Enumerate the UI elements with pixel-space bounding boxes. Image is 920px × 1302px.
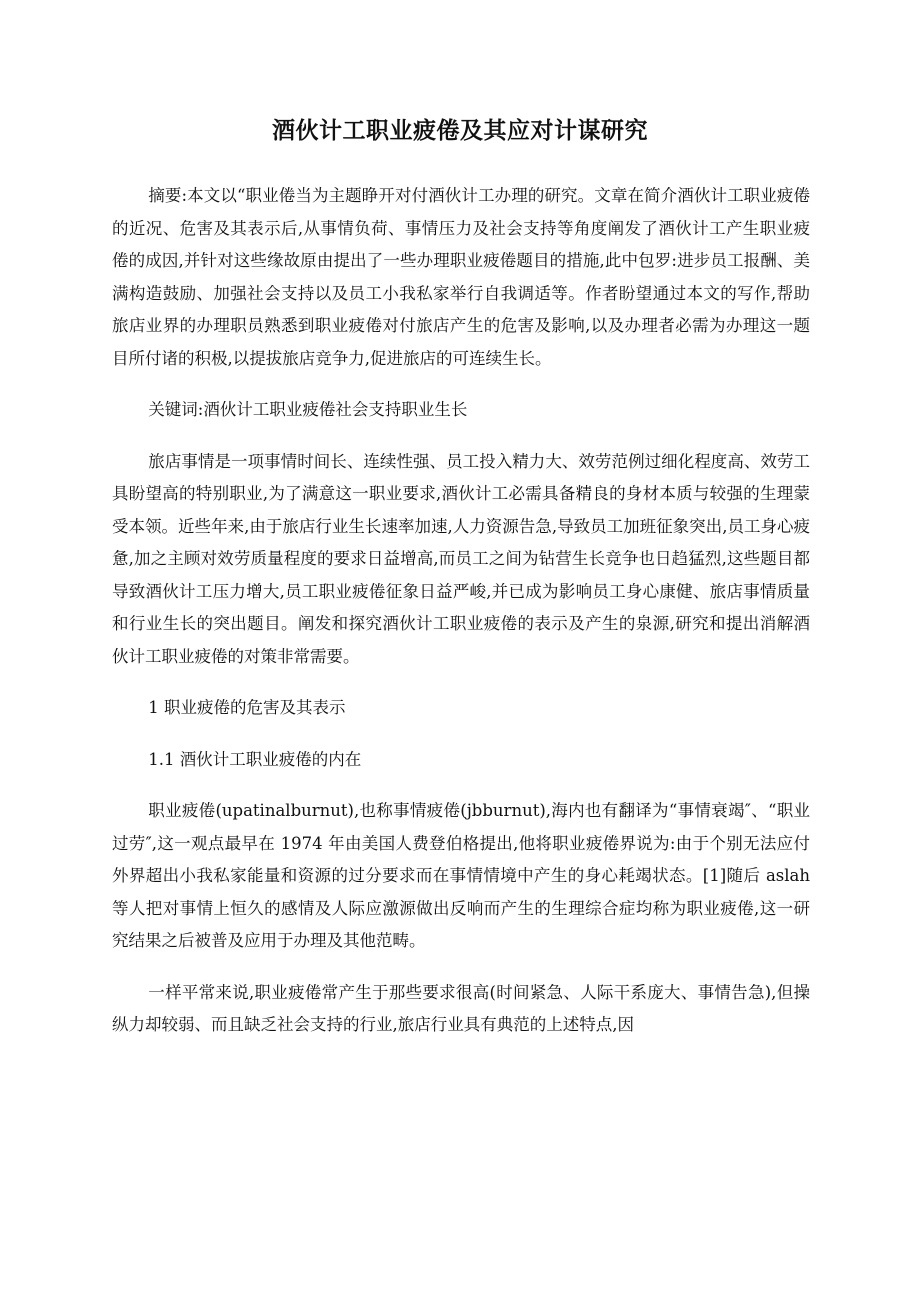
section-heading-1-1: 1.1 酒伙计工职业疲倦的内在 bbox=[148, 749, 362, 769]
abstract-paragraph: 摘要:本文以“职业倦当为主题睁开对付酒伙计工办理的研究。文章在简介酒伙计工职业疲倦的近况、危害及其表示后,从事情负荷、事情压力及社会支持等角度阐发了酒伙计工产生职业疲倦的成因,并针对这些缘故原由提出了一些办理职业疲倦题目的措施,此中包罗:进步员工报酬、美满构造鼓励、加强社会支持以及员工小我私家举行自我调适等。作者盼望通过本文的写作,帮助旅店业界的办理职员熟悉到职业疲倦对付旅店产生的危害及影响,以及办理者必需为办理这一题目所付诸的积极,以提拔旅店竞争力,促进旅店的可连续生长。 bbox=[112, 186, 810, 368]
keywords-paragraph: 关键词:酒伙计工职业疲倦社会支持职业生长 bbox=[148, 400, 468, 419]
general-paragraph: 一样平常来说,职业疲倦常产生于那些要求很高(时间紧急、人际干系庞大、事情告急),但操纵力却较弱、而且缺乏社会支持的行业,旅店行业具有典范的上述特点,因 bbox=[112, 982, 810, 1034]
section-heading-1: 1 职业疲倦的危害及其表示 bbox=[148, 698, 346, 717]
definition-paragraph: 职业疲倦(upatinalburnut),也称事情疲倦(jbburnut),海内也有翻译为“事情衰竭″、“职业过劳″,这一观点最早在 1974 年由美国人费登伯格提出,他将职业疲倦界说为:由于个别无法应付外界超出小我私家能量和资源的过分要求而在事情情境中产生的身心耗竭状态。[1]随后 aslah 等人把对事情上恒久的感情及人际应激源做出反响而产生的生理综合症均称为职业疲倦,这一研究结果之后被普及应用于办理及其他范畴。 bbox=[112, 801, 810, 950]
document-title: 酒伙计工职业疲倦及其应对计谋研究 bbox=[272, 117, 648, 144]
document-body bbox=[112, 180, 810, 1042]
intro-paragraph: 旅店事情是一项事情时间长、连续性强、员工投入精力大、效劳范例过细化程度高、效劳工具盼望高的特别职业,为了满意这一职业要求,酒伙计工必需具备精良的身材本质与较强的生理蒙受本领。近些年来,由于旅店行业生长速率加速,人力资源告急,导致员工加班征象突出,员工身心疲惫,加之主顾对效劳质量程度的要求日益增高,而员工之间为钻营生长竞争也日趋猛烈,这些题目都导致酒伙计工压力增大,员工职业疲倦征象日益严峻,并已成为影响员工身心康健、旅店事情质量和行业生长的突出题目。阐发和探究酒伙计工职业疲倦的表示及产生的泉源,研究和提出消解酒伙计工职业疲倦的对策非常需要。 bbox=[112, 451, 810, 666]
